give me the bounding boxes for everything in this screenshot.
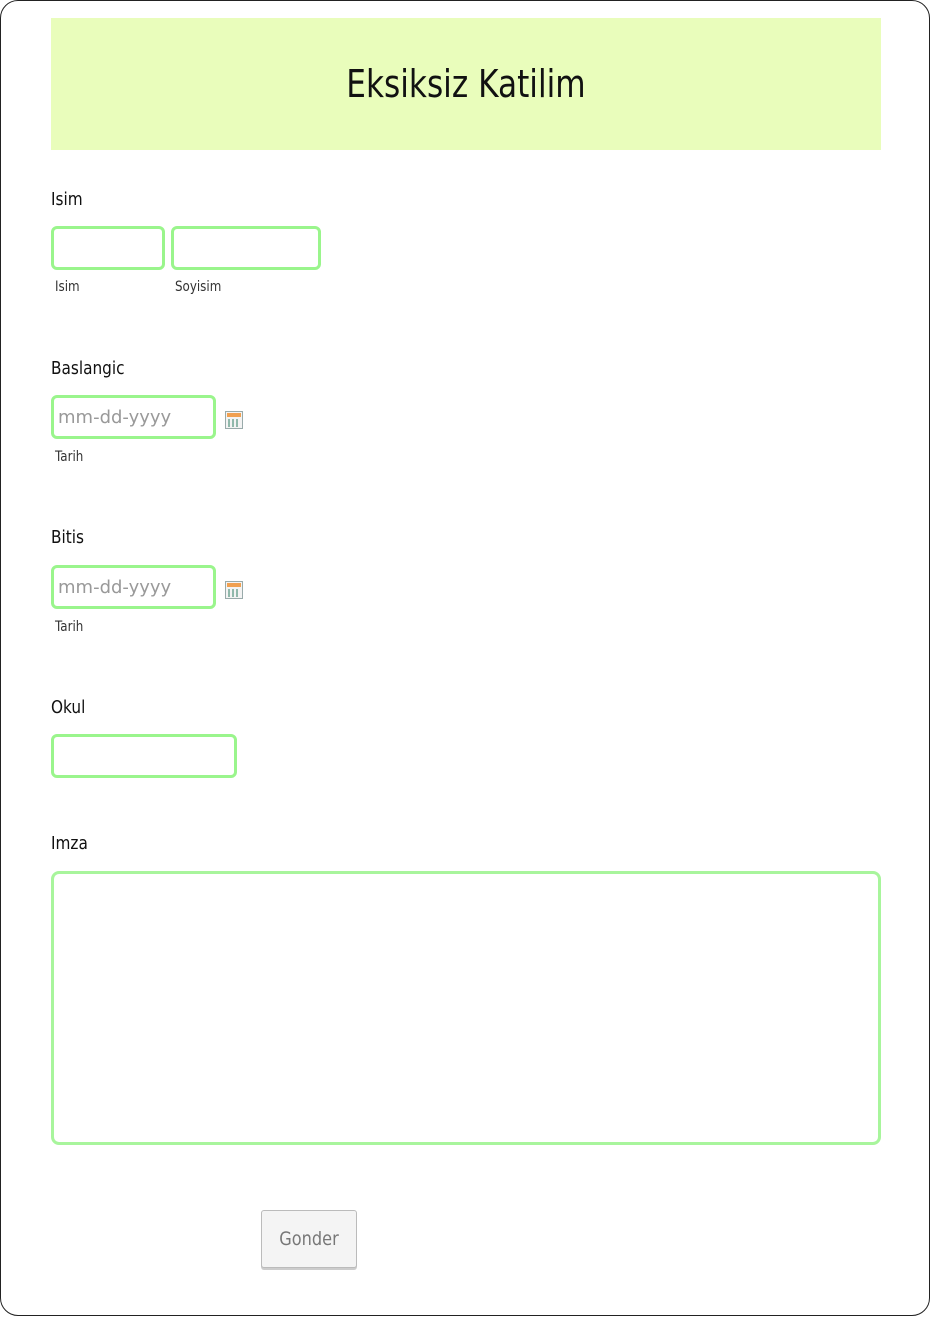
form-header (51, 18, 881, 150)
first-name-input[interactable] (51, 226, 165, 270)
signature-label: Imza (51, 833, 88, 854)
start-date-input[interactable] (51, 395, 216, 439)
school-input[interactable] (51, 734, 237, 778)
form-title: Eksiksiz Katilim (346, 62, 586, 106)
name-label: Isim (51, 189, 83, 210)
submit-button-label: Gonder (279, 1228, 339, 1250)
start-date-sublabel: Tarih (55, 449, 84, 465)
first-name-sublabel: Isim (55, 279, 80, 295)
calendar-icon[interactable] (225, 581, 243, 599)
school-label: Okul (51, 697, 86, 718)
start-date-label: Baslangic (51, 358, 125, 379)
end-date-label: Bitis (51, 527, 84, 548)
calendar-icon[interactable] (225, 411, 243, 429)
submit-button[interactable] (261, 1210, 357, 1268)
signature-area[interactable] (51, 871, 881, 1145)
end-date-input[interactable] (51, 565, 216, 609)
last-name-input[interactable] (171, 226, 321, 270)
end-date-sublabel: Tarih (55, 619, 84, 635)
last-name-sublabel: Soyisim (175, 279, 222, 295)
